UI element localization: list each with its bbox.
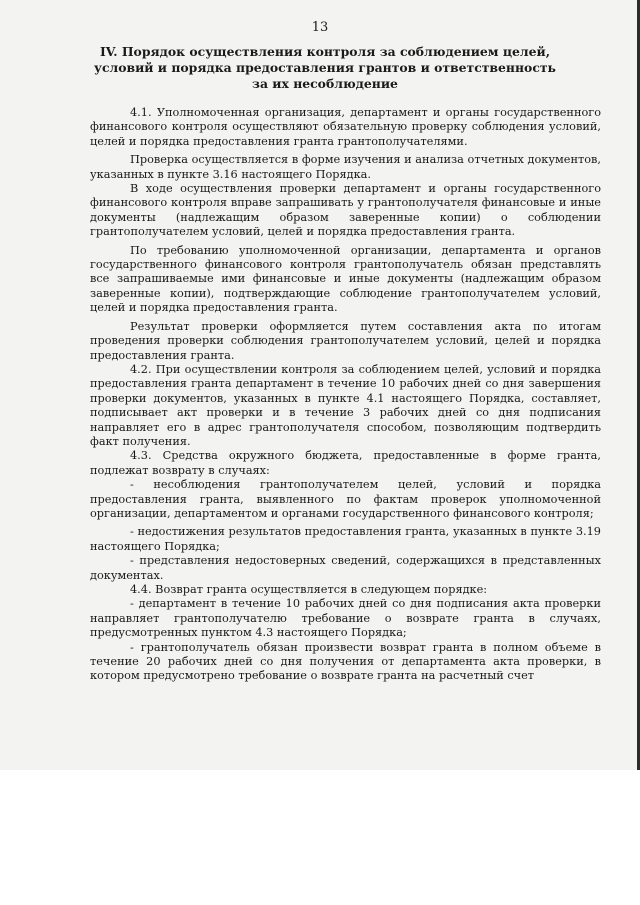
paragraph-4-2: 4.2. При осуществлении контроля за соблюдением целей, условий и порядка предоставления гранта департамент в течение 10 рабочих дней со дня завершения проверки документов, указанных в пункте 4.1 настоящего Порядка, составляет, подписывает акт проверки и в течение 3 рабочих дней со дня подписания направляет его в адрес грантополучателя способом, позволяющим подтвердить факт получения. xyxy=(90,362,601,448)
page-number: 13 xyxy=(311,20,329,35)
document-body xyxy=(90,106,601,684)
paragraph: По требованию уполномоченной организации, департамента и органов государственного финансового контроля грантополучатель обязан представлять все запрашиваемые ими финансовые и иные документы (надлежащим образом заверенные копии), подтверждающие соблюдение грантополучателем условий, целей и порядка предоставления гранта. xyxy=(90,243,601,315)
paragraph: Результат проверки оформляется путем составления акта по итогам проведения проверки соблюдения грантополучателем условий, целей и порядка предоставления гранта. xyxy=(90,319,601,362)
list-item: - недостижения результатов предоставления гранта, указанных в пункте 3.19 настоящего Порядка; xyxy=(90,525,601,553)
paragraph: В ходе осуществления проверки департамент и органы государственного финансового контроля вправе запрашивать у грантополучателя финансовые и иные документы (надлежащим образом заверенные копии) о соблюдении грантополучателем условий, целей и порядка предоставления гранта. xyxy=(90,182,601,239)
list-item: - департамент в течение 10 рабочих дней со дня подписания акта проверки направляет грантополучателю требование о возврате гранта в случаях, предусмотренных пунктом 4.3 настоящего Порядка; xyxy=(90,597,601,640)
paragraph-4-4: 4.4. Возврат гранта осуществляется в следующем порядке: xyxy=(130,583,488,596)
heading-line-2: условий и порядка предоставления грантов и ответственность xyxy=(94,60,556,75)
section-heading xyxy=(90,44,560,92)
paragraph-4-1: 4.1. Уполномоченная организация, департамент и органы государственного финансового контроля осуществляют обязательную проверку соблюдения условий, целей и порядка предоставления гранта грантополучателями. xyxy=(90,106,601,148)
paragraph: Проверка осуществляется в форме изучения и анализа отчетных документов, указанных в пункте 3.16 настоящего Порядка. xyxy=(90,153,601,181)
heading-line-1: IV. Порядок осуществления контроля за соблюдением целей, xyxy=(99,44,551,59)
list-item: - грантополучатель обязан произвести возврат гранта в полном объеме в течение 20 рабочих дней со дня получения от департамента акта проверки, в котором предусмотрено требование о возврате гранта на расчетный счет xyxy=(90,640,601,683)
list-item: - несоблюдения грантополучателем целей, условий и порядка предоставления гранта, выявленного по фактам проверок уполномоченной организации, департаментом и органами государственного финансового контроля; xyxy=(90,478,601,520)
list-item: - представления недостоверных сведений, содержащихся в представленных документах. xyxy=(90,554,601,582)
heading-line-3: за их несоблюдение xyxy=(252,76,398,91)
paragraph-4-3: 4.3. Средства окружного бюджета, предоставленные в форме гранта, подлежат возврату в случаях: xyxy=(90,449,601,477)
